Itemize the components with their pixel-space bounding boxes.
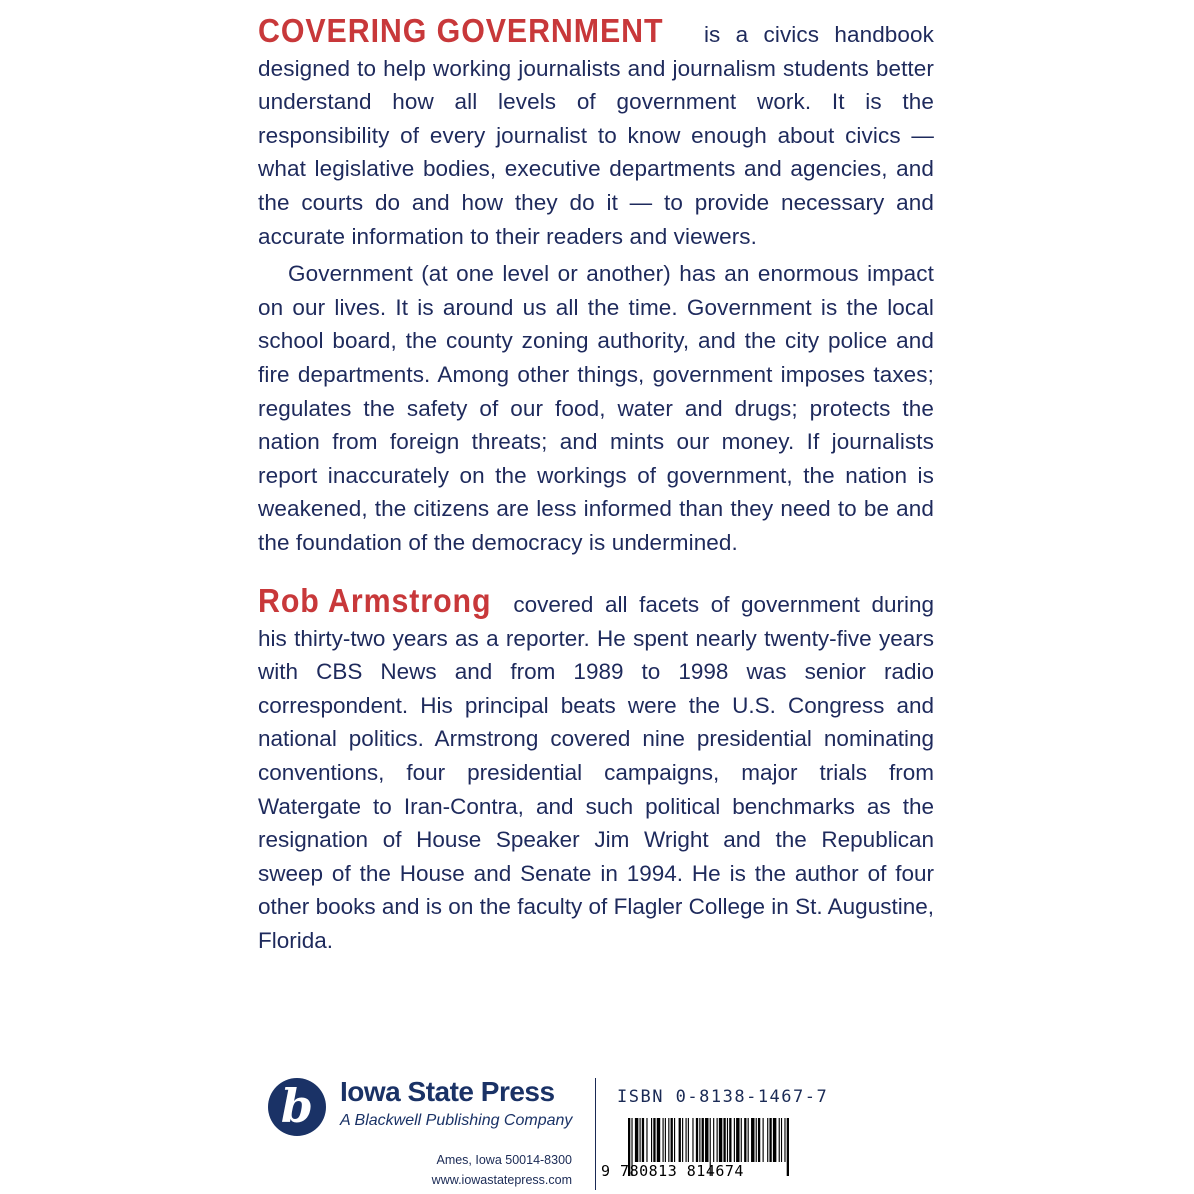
book-title-heading: COVERING GOVERNMENT	[258, 12, 664, 49]
book-description	[258, 14, 934, 560]
author-bio-text: covered all facets of government during his thirty-two years as a reporter. He spent nearly twenty-five years with CBS News and from 1989 to 1998 was senior radio correspondent. His principal beats were the U.S. Congress and national politics. Armstrong covered nine presidential nominating conventions, four presidential campaigns, major trials from Watergate to Iran-Contra, and such political benchmarks as the resignation of House Speaker Jim Wright and the Republican sweep of the House and Senate in 1994. He is the author of four other books and is on the faculty of Flagler College in St. Augustine, Florida.	[258, 592, 934, 953]
isbn-label: ISBN 0-8138-1467-7	[617, 1087, 829, 1107]
publisher-name: Iowa State Press	[340, 1076, 555, 1107]
footer-divider	[595, 1078, 596, 1190]
publisher-logo	[268, 1076, 588, 1136]
publisher-address	[400, 1150, 572, 1190]
description-paragraph-2: Government (at one level or another) has an enormous impact on our lives. It is around us all the time. Government is the local school board, the county zoning authority, and the city police and fire departments. Among other things, government imposes taxes; regulates the safety of our food, water and drugs; protects the nation from foreign threats; and mints our money. If journalists report inaccurately on the workings of government, the nation is weakened, the citizens are less informed than they need to be and the foundation of the democracy is undermined.	[258, 261, 934, 555]
description-text-1: is a civics handbook designed to help working journalists and journalism students better understand how all levels of government work. It is the responsibility of every journalist to know enough about civics — what legislative bodies, executive departments and agencies, and the courts do and how they do it — to provide necessary and accurate information to their readers and viewers.	[258, 22, 934, 249]
author-bio	[258, 584, 934, 958]
barcode-number: 9 780813 814674	[601, 1162, 744, 1180]
address-line-2: www.iowastatepress.com	[431, 1173, 572, 1187]
address-line-1: Ames, Iowa 50014-8300	[436, 1153, 572, 1167]
publisher-emblem-letter: b	[280, 1079, 314, 1133]
publisher-subtitle: A Blackwell Publishing Company	[340, 1112, 573, 1129]
author-name-heading: Rob Armstrong	[258, 582, 492, 619]
description-paragraph-1	[258, 14, 934, 253]
